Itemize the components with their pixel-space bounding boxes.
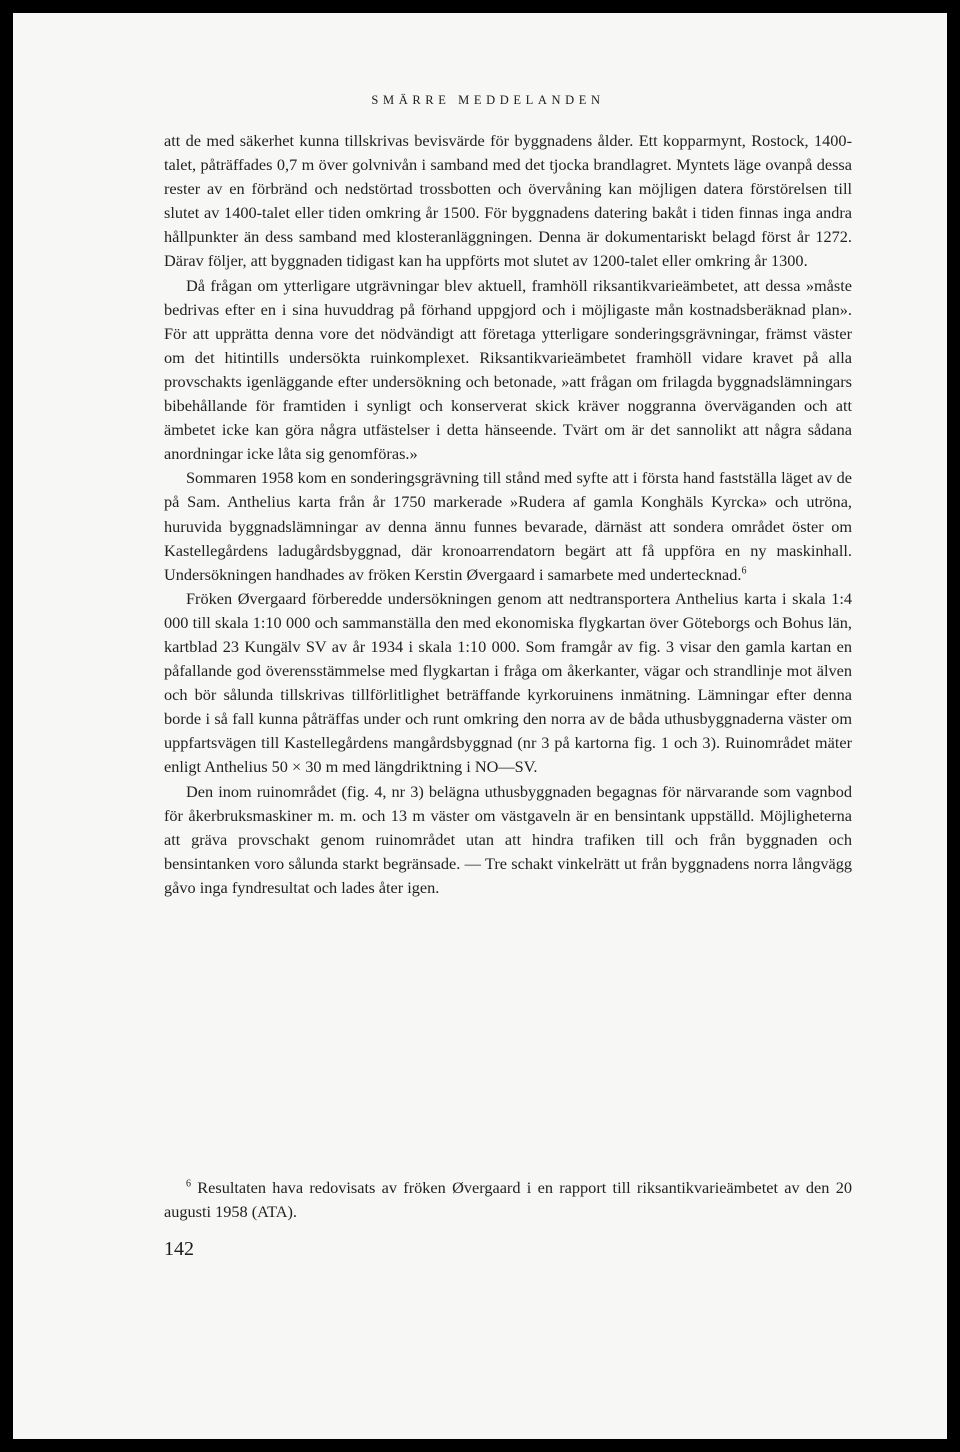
- running-header: SMÄRRE MEDDELANDEN: [371, 93, 605, 107]
- paragraph-with-footnote: [164, 466, 852, 586]
- paragraph: Då frågan om ytterligare utgrävningar blev aktuell, framhöll riksantikvarieämbetet, att dessa »måste bedrivas efter en i sina huvuddrag på förhand uppgjord och i möjligaste mån kostnadsberäknad plan». För att upprätta denna vore det nödvändigt att företaga ytterligare sonderingsgrävningar, främst väster om det hitintills undersökta ruinkomplexet. Riksantikvarieämbetet framhöll vidare kravet på alla provschakts igenläggande efter undersökning och betonade, »att frågan om frilagda byggnadslämningars bibehållande för framtiden i synligt och konserverat skick kräver noggranna överväganden och att ämbetet icke kan göra några utfästelser i detta hänseende. Tvärt om är det sannolikt att några sådana anordningar icke låta sig genomföras.»: [164, 275, 852, 464]
- page-number: 142: [164, 1238, 194, 1260]
- paragraph: Den inom ruinområdet (fig. 4, nr 3) belägna uthusbyggnaden begagnas för närvarande som vagnbod för åkerbruksmaskiner m. m. och 13 m väster om västgaveln är en bensintank uppställd. Möjligheterna att gräva provschakt genom ruinområdet utan att hindra trafiken till och från byggnaden och bensintanken voro sålunda starkt begränsade. — Tre schakt vinkelrätt ut från byggnadens norra långvägg gåvo inga fyndresultat och lades åter igen.: [164, 781, 852, 897]
- paragraph-text: Sommaren 1958 kom en sonderingsgrävning till stånd med syfte att i första hand fastställa läget av de på Sam. Anthelius karta från år 1750 markerade »Rudera af gamla Konghäls Kyrcka» och utröna, huruvida byggnadslämningar av denna ännu funnes bevarade, därnäst att sondera området öster om Kastellegårdens ladugårdsbyggnad, där kronoarrendatorn begärt att få uppföra en ny maskinhall. Undersökningen handhades av fröken Kerstin Øvergaard i samarbete med undertecknad.: [164, 468, 852, 584]
- footnote-reference: 6: [741, 565, 747, 577]
- paragraph: Fröken Øvergaard förberedde undersökningen genom att nedtransportera Anthelius karta i skala 1:4 000 till skala 1:10 000 och sammanställa den med ekonomiska flygkartan över Göteborgs och Bohus län, kartblad 23 Kungälv SV av år 1934 i skala 1:10 000. Som framgår av fig. 3 visar den gamla kartan en påfallande god överensstämmelse med flygkartan i fråga om åkerkanter, vägar och strandlinje mot älven och bör sålunda tillskrivas tillförlitlighet beträffande kyrkoruinens inmätning. Lämningar efter denna borde i så fall kunna påträffas under och runt omkring den norra av de båda uthusbyggnaderna väster om uppfartsvägen till Kastellegårdens mangårdsbyggnad (nr 3 på kartorna fig. 1 och 3). Ruinområdet mäter enligt Anthelius 50 × 30 m med längdriktning i NO—SV.: [164, 588, 852, 777]
- footnote-text: Resultaten hava redovisats av fröken Øvergaard i en rapport till riksantikvarieämbetet av den 20 augusti 1958 (ATA).: [164, 1178, 852, 1222]
- footnote: [164, 1176, 852, 1224]
- footnote-marker: 6: [186, 1178, 191, 1190]
- paragraph: att de med säkerhet kunna tillskrivas bevisvärde för byggnadens ålder. Ett kopparmynt, Rostock, 1400-talet, påträffades 0,7 m över golvnivån i samband med det tjocka brandlagret. Myntets läge ovanpå dessa rester av en förbränd och nedstörtad trossbotten och övervåning kan möjligen datera förstörelsen till slutet av 1400-talet eller tiden omkring år 1500. För byggnadens datering bakåt i tiden finnas inga andra hållpunkter än dess samband med klosteranläggningen. Denna är dokumentariskt belagd först år 1272. Därav följer, att byggnaden tidigast kan ha uppförts mot slutet av 1200-talet eller omkring år 1300.: [164, 131, 852, 271]
- body-text: [164, 129, 852, 900]
- document-page: [13, 13, 947, 1439]
